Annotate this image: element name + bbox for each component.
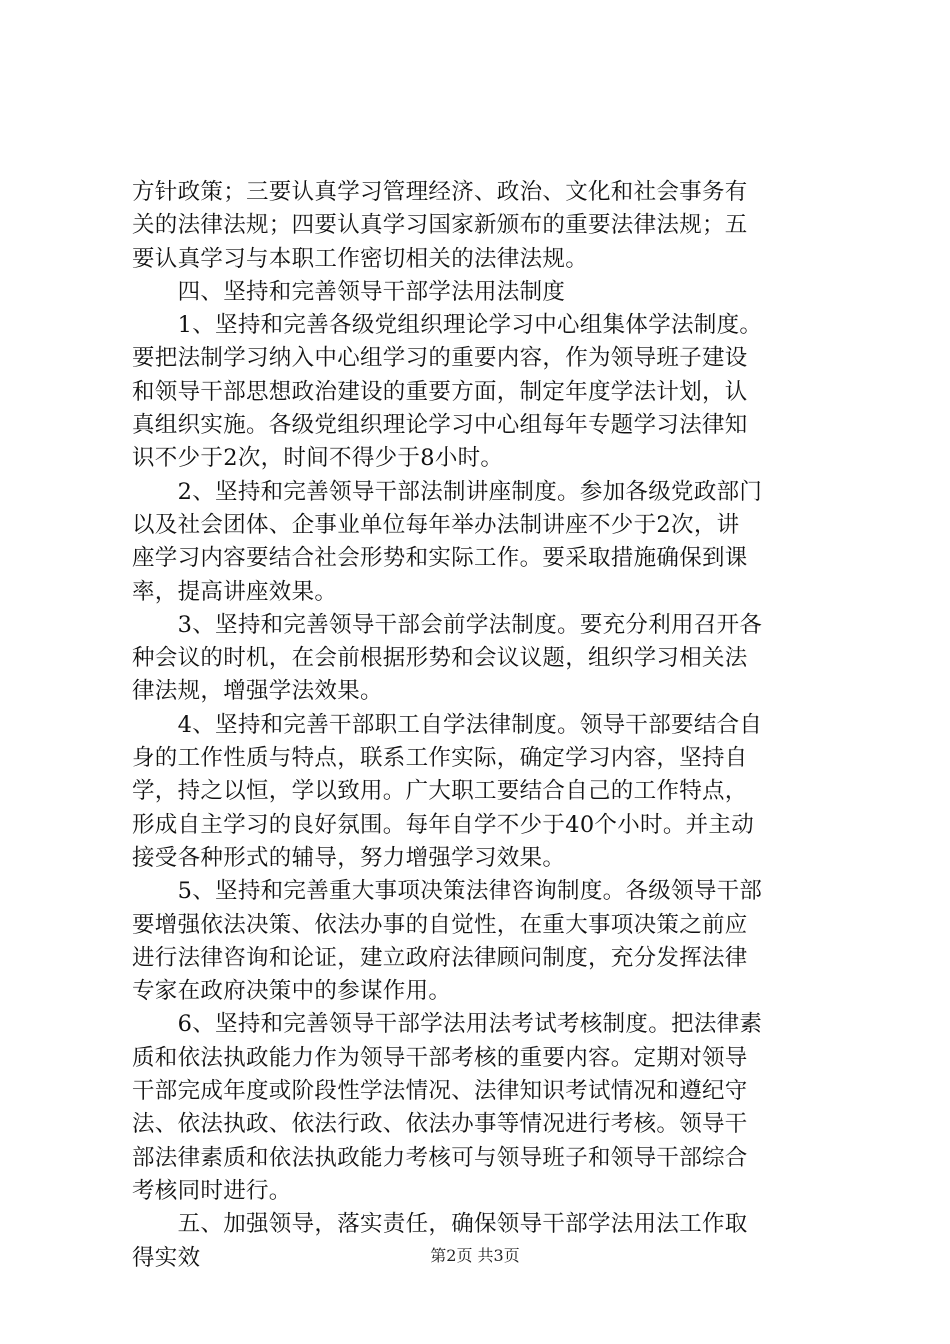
text-line: 和领导干部思想政治建设的重要方面，制定年度学法计划，认 <box>132 378 748 405</box>
text-line: 方针政策；三要认真学习管理经济、政治、文化和社会事务有 <box>132 179 748 205</box>
text-line: 3、坚持和完善领导干部会前学法制度。要充分利用召开各 <box>132 611 763 638</box>
text-line: 座学习内容要结合社会形势和实际工作。要采取措施确保到课 <box>132 545 748 572</box>
page-number-footer: 第2页 共3页 <box>430 1246 520 1265</box>
text-line: 律法规，增强学法效果。 <box>132 678 383 705</box>
text-line: 以及社会团体、企事业单位每年举办法制讲座不少于2次，讲 <box>132 511 740 538</box>
text-line: 部法律素质和依法执政能力考核可与领导班子和领导干部综合 <box>132 1144 748 1171</box>
text-line: 5、坚持和完善重大事项决策法律咨询制度。各级领导干部 <box>132 878 763 905</box>
section-heading: 四、坚持和完善领导干部学法用法制度 <box>132 278 566 305</box>
text-line: 要把法制学习纳入中心组学习的重要内容，作为领导班子建设 <box>132 345 748 372</box>
text-line: 考核同时进行。 <box>132 1177 292 1204</box>
text-line: 质和依法执政能力作为领导干部考核的重要内容。定期对领导 <box>132 1044 748 1071</box>
text-line: 专家在政府决策中的参谋作用。 <box>132 978 452 1005</box>
text-line: 6、坚持和完善领导干部学法用法考试考核制度。把法律素 <box>132 1011 763 1038</box>
text-line: 学，持之以恒，学以致用。广大职工要结合自己的工作特点， <box>132 778 748 805</box>
text-line: 进行法律咨询和论证，建立政府法律顾问制度，充分发挥法律 <box>132 944 748 971</box>
section-heading: 五、加强领导，落实责任，确保领导干部学法用法工作取 <box>132 1211 748 1238</box>
text-line: 身的工作性质与特点，联系工作实际，确定学习内容，坚持自 <box>132 745 748 772</box>
text-line: 干部完成年度或阶段性学法情况、法律知识考试情况和遵纪守 <box>132 1078 748 1105</box>
text-line: 4、坚持和完善干部职工自学法律制度。领导干部要结合自 <box>132 711 763 738</box>
text-line: 法、依法执政、依法行政、依法办事等情况进行考核。领导干 <box>132 1111 748 1138</box>
text-line: 接受各种形式的辅导，努力增强学习效果。 <box>132 844 566 871</box>
text-line: 真组织实施。各级党组织理论学习中心组每年专题学习法律知 <box>132 412 748 439</box>
text-line: 2、坚持和完善领导干部法制讲座制度。参加各级党政部门 <box>132 478 763 505</box>
text-line: 得实效 <box>132 1244 201 1271</box>
body-text <box>132 176 832 1275</box>
text-line: 要增强依法决策、依法办事的自觉性，在重大事项决策之前应 <box>132 911 748 938</box>
text-line: 1、坚持和完善各级党组织理论学习中心组集体学法制度。 <box>132 312 763 339</box>
text-line: 率，提高讲座效果。 <box>132 578 338 605</box>
text-line: 种会议的时机，在会前根据形势和会议议题，组织学习相关法 <box>132 645 748 672</box>
text-line: 识不少于2次，时间不得少于8小时。 <box>132 445 504 472</box>
text-line: 形成自主学习的良好氛围。每年自学不少于40个小时。并主动 <box>132 811 755 838</box>
text-line: 关的法律法规；四要认真学习国家新颁布的重要法律法规；五 <box>132 212 748 239</box>
text-line: 要认真学习与本职工作密切相关的法律法规。 <box>132 245 589 272</box>
